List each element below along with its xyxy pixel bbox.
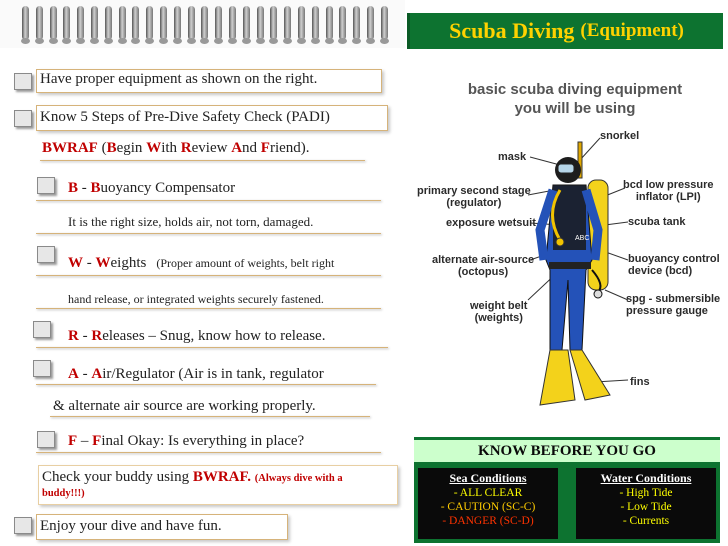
mask-shape [558, 164, 574, 173]
water-low-tide: - Low Tide [620, 501, 672, 513]
callout-snorkel: snorkel [600, 130, 640, 142]
tank-brand: ABC [575, 235, 590, 242]
spiral-hole [380, 38, 389, 44]
spiral-hole [118, 38, 127, 44]
step-w-note: hand release, or integrated weights securely fastened. [68, 292, 324, 306]
item-enjoy: Enjoy your dive and have fun. [40, 518, 222, 534]
step-w-label: W - Weights (Proper amount of weights, belt right [68, 255, 335, 271]
spiral-ring [160, 6, 167, 40]
spiral-hole [214, 38, 223, 44]
spiral-ring [63, 6, 70, 40]
step-r-underline [36, 347, 388, 348]
title-main: Scuba Diving [449, 18, 575, 43]
spiral-hole [228, 38, 237, 44]
spiral-ring [132, 6, 139, 40]
spiral-hole [131, 38, 140, 44]
spiral-hole [159, 38, 168, 44]
spiral-hole [62, 38, 71, 44]
callout-spg: spg - submersible pressure gauge [626, 293, 721, 317]
spiral-hole [242, 38, 251, 44]
spiral-hole [338, 38, 347, 44]
figure-title-line2: you will be using [514, 100, 636, 117]
spiral-ring [119, 6, 126, 40]
item-safety-check: Know 5 Steps of Pre-Dive Safety Check (PADI) [40, 109, 330, 125]
step-r-label: R - Releases – Snug, know how to release. [68, 328, 326, 344]
spiral-ring [243, 6, 250, 40]
step-f-label: F – Final Okay: Is everything in place? [68, 433, 305, 449]
spiral-ring [22, 6, 29, 40]
buddy-check: Check your buddy using BWRAF. (Always dive with a [42, 469, 343, 485]
spiral-ring [215, 6, 222, 40]
sea-conditions-title: Sea Conditions [449, 471, 527, 485]
water-conditions-panel [576, 468, 716, 539]
water-currents: - Currents [622, 515, 670, 527]
bwraf-mnemonic: BWRAF (Begin With Review And Friend). [42, 140, 310, 156]
bwraf-underline [40, 160, 365, 161]
fin-right-shape [570, 350, 610, 400]
step-w-underline [36, 275, 381, 276]
spiral-hole [49, 38, 58, 44]
spiral-ring [339, 6, 346, 40]
checkbox-weights[interactable] [37, 246, 55, 263]
spg-shape [594, 290, 602, 298]
spiral-hole [76, 38, 85, 44]
buddy-note: buddy!!!) [42, 488, 85, 499]
spiral-hole [35, 38, 44, 44]
spiral-hole [173, 38, 182, 44]
spiral-ring [381, 6, 388, 40]
know-before-you-go [414, 437, 720, 543]
step-a-label: A - Air/Regulator (Air is in tank, regulator [68, 366, 324, 382]
checkbox-air[interactable] [33, 360, 51, 377]
slide-title [407, 13, 723, 49]
water-high-tide: - High Tide [619, 487, 673, 499]
callout-wetsuit: exposure wetsuit [446, 217, 536, 229]
checkbox-proper-equipment[interactable] [14, 73, 32, 90]
spiral-ring [270, 6, 277, 40]
spiral-binding [0, 0, 405, 48]
callout-bcd: buoyancy control device (bcd) [628, 253, 720, 277]
spiral-hole [145, 38, 154, 44]
step-a-underline [36, 384, 376, 385]
spiral-ring [229, 6, 236, 40]
step-b-note: It is the right size, holds air, not torn, damaged. [68, 214, 314, 229]
checkbox-safety-check[interactable] [14, 110, 32, 127]
spiral-hole [297, 38, 306, 44]
step-a-continued: & alternate air source are working properly. [53, 398, 316, 414]
spiral-hole [269, 38, 278, 44]
spiral-ring [50, 6, 57, 40]
buddy-frame [38, 465, 398, 505]
spiral-hole [200, 38, 209, 44]
checkbox-final-okay[interactable] [37, 431, 55, 448]
callout-tank: scuba tank [628, 216, 686, 228]
step-a-cont-underline [50, 416, 370, 417]
callout-mask: mask [498, 151, 527, 163]
fin-left-shape [540, 350, 575, 405]
figure-title [445, 80, 705, 118]
spiral-hole [325, 38, 334, 44]
callout-bcd-inflator: bcd low pressure inflator (LPI) [623, 179, 714, 203]
spiral-ring [36, 6, 43, 40]
callout-primary-stage: primary second stage (regulator) [417, 185, 531, 209]
spiral-hole [21, 38, 30, 44]
sea-all-clear: - ALL CLEAR [453, 487, 523, 499]
spiral-ring [284, 6, 291, 40]
spiral-ring [91, 6, 98, 40]
spiral-hole [104, 38, 113, 44]
step-w-note-underline [36, 308, 381, 309]
step-b-label: B - Buoyancy Compensator [68, 180, 236, 196]
spiral-hole [187, 38, 196, 44]
spiral-hole [366, 38, 375, 44]
step-b-note-underline [36, 233, 381, 234]
callout-alternate-air: alternate air-source (octopus) [432, 254, 535, 278]
bwraf-acronym: BWRAF [42, 140, 98, 156]
spiral-hole [256, 38, 265, 44]
weight-belt-shape [549, 262, 591, 269]
checkbox-buoyancy[interactable] [37, 177, 55, 194]
spiral-ring [146, 6, 153, 40]
spiral-ring [105, 6, 112, 40]
spiral-ring [312, 6, 319, 40]
checkbox-enjoy[interactable] [14, 517, 32, 534]
sea-danger: - DANGER (SC-D) [442, 515, 534, 527]
water-conditions-title: Water Conditions [600, 471, 692, 485]
spiral-ring [77, 6, 84, 40]
spiral-ring [257, 6, 264, 40]
spiral-ring [201, 6, 208, 40]
spiral-ring [298, 6, 305, 40]
spiral-ring [367, 6, 374, 40]
kbyg-header: KNOW BEFORE YOU GO [414, 440, 720, 462]
title-sub: (Equipment) [580, 20, 684, 41]
spiral-hole [283, 38, 292, 44]
octopus-shape [556, 238, 564, 246]
spiral-ring [326, 6, 333, 40]
spiral-ring [188, 6, 195, 40]
checkbox-releases[interactable] [33, 321, 51, 338]
spiral-hole [311, 38, 320, 44]
spiral-ring [174, 6, 181, 40]
callout-fins: fins [630, 376, 650, 388]
spiral-hole [90, 38, 99, 44]
callout-weight-belt: weight belt (weights) [470, 300, 528, 324]
step-f-underline [36, 452, 381, 453]
figure-title-line1: basic scuba diving equipment [467, 81, 683, 98]
sea-caution: - CAUTION (SC-C) [440, 501, 536, 513]
spiral-ring [353, 6, 360, 40]
sea-conditions-panel [418, 468, 558, 539]
step-b-underline [36, 200, 381, 201]
item-proper-equipment: Have proper equipment as shown on the right. [40, 71, 318, 87]
spiral-hole [352, 38, 361, 44]
